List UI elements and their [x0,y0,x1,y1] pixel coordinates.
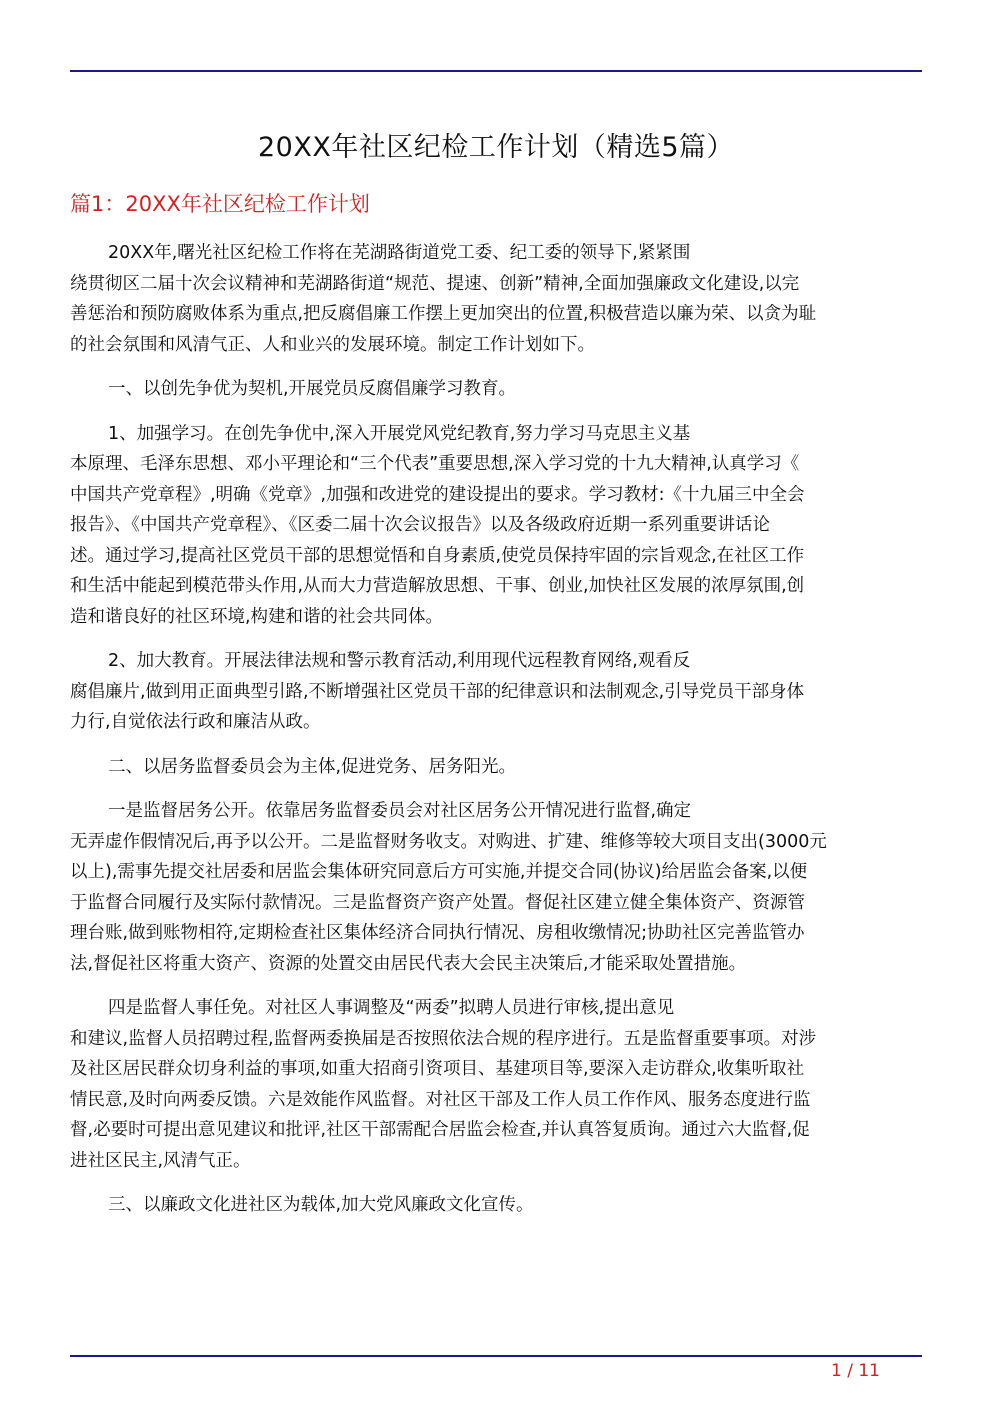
paragraph-line: 三、以廉政文化进社区为载体,加大党风廉政文化宣传。 [108,1195,534,1215]
paragraph-line: 中国共产党章程》,明确《党章》,加强和改进党的建设提出的要求。学习教材:《十九届三中全会 [70,484,805,505]
paragraph-line: 腐倡廉片,做到用正面典型引路,不断增强社区党员干部的纪律意识和法制观念,引导党员干部身体 [70,681,805,702]
paragraph-line: 及社区居民群众切身利益的事项,如重大招商引资项目、基建项目等,要深入走访群众,收集听取社 [70,1059,805,1079]
paragraph [70,646,922,738]
paragraph-line: 二、以居务监督委员会为主体,促进党务、居务阳光。 [108,756,517,777]
paragraph [70,752,922,783]
paragraph-line: 1、加强学习。在创先争优中,深入开展党风党纪教育,努力学习马克思主义基 [108,423,691,444]
paragraph [70,419,922,633]
paragraph-line: 本原理、毛泽东思想、邓小平理论和“三个代表”重要思想,深入学习党的十九大精神,认真学习《 [70,454,800,474]
paragraph-line: 情民意,及时向两委反馈。六是效能作风监督。对社区干部及工作人员工作作风、服务态度进行监 [70,1089,811,1110]
paragraph [70,796,922,979]
paragraph-line: 于监督合同履行及实际付款情况。三是监督资产资产处置。督促社区建立健全集体资产、资源管 [70,892,805,913]
paragraph-line: 一、以创先争优为契机,开展党员反腐倡廉学习教育。 [108,379,517,399]
paragraph-line: 2、加大教育。开展法律法规和警示教育活动,利用现代远程教育网络,观看反 [108,651,691,671]
paragraph-line: 造和谐良好的社区环境,构建和谐的社会共同体。 [70,606,444,627]
paragraph-line: 四是监督人事任免。对社区人事调整及“两委”拟聘人员进行审核,提出意见 [108,998,675,1018]
paragraph-line: 进社区民主,风清气正。 [70,1150,251,1171]
paragraph [70,993,922,1176]
paragraph-line: 法,督促社区将重大资产、资源的处置交由居民代表大会民主决策后,才能采取处置措施。 [70,953,747,974]
paragraph-line: 以上),需事先提交社居委和居监会集体研究同意后方可实施,并提交合同(协议)给居监会备案,以便 [70,862,808,882]
paragraph-line: 督,必要时可提出意见建议和批评,社区干部需配合居监会检查,并认真答复质询。通过六大监督,促 [70,1120,810,1140]
paragraph-line: 的社会氛围和风清气正、人和业兴的发展环境。制定工作计划如下。 [70,334,595,355]
paragraph-line: 绕贯彻区二届十次会议精神和芜湖路街道“规范、提速、创新”精神,全面加强廉政文化建设,以完 [70,273,800,294]
document-body [70,238,922,1235]
paragraph-line: 20XX年,曙光社区纪检工作将在芜湖路街道党工委、纪工委的领导下,紧紧围 [108,243,691,263]
paragraph-line: 力行,自觉依法行政和廉洁从政。 [70,712,321,732]
paragraph-line: 理台账,做到账物相符,定期检查社区集体经济合同执行情况、房租收缴情况;协助社区完善监管办 [70,923,805,943]
paragraph [70,374,922,405]
paragraph-line: 善惩治和预防腐败体系为重点,把反腐倡廉工作摆上更加突出的位置,积极营造以廉为荣、以贪为耻 [70,304,817,324]
document-title: 20XX年社区纪检工作计划（精选5篇） [257,132,735,163]
section-heading: 篇1：20XX年社区纪检工作计划 [70,192,370,216]
paragraph [70,238,922,360]
paragraph-line: 无弄虚作假情况后,再予以公开。二是监督财务收支。对购进、扩建、维修等较大项目支出(3000元 [70,831,827,852]
paragraph-line: 和生活中能起到模范带头作用,从而大力营造解放思想、干事、创业,加快社区发展的浓厚氛围,创 [70,576,805,596]
paragraph-line: 一是监督居务公开。依靠居务监督委员会对社区居务公开情况进行监督,确定 [108,801,692,821]
paragraph [70,1190,922,1221]
paragraph-line: 报告》、《中国共产党章程》、《区委二届十次会议报告》以及各级政府近期一系列重要讲话论 [70,515,770,535]
page-indicator: 1 / 11 [831,1361,880,1381]
header-rule [70,70,922,72]
paragraph-line: 和建议,监督人员招聘过程,监督两委换届是否按照依法合规的程序进行。五是监督重要事项。对涉 [70,1028,817,1049]
paragraph-line: 述。通过学习,提高社区党员干部的思想觉悟和自身素质,使党员保持牢固的宗旨观念,在社区工作 [70,545,805,566]
footer-rule [70,1355,922,1357]
